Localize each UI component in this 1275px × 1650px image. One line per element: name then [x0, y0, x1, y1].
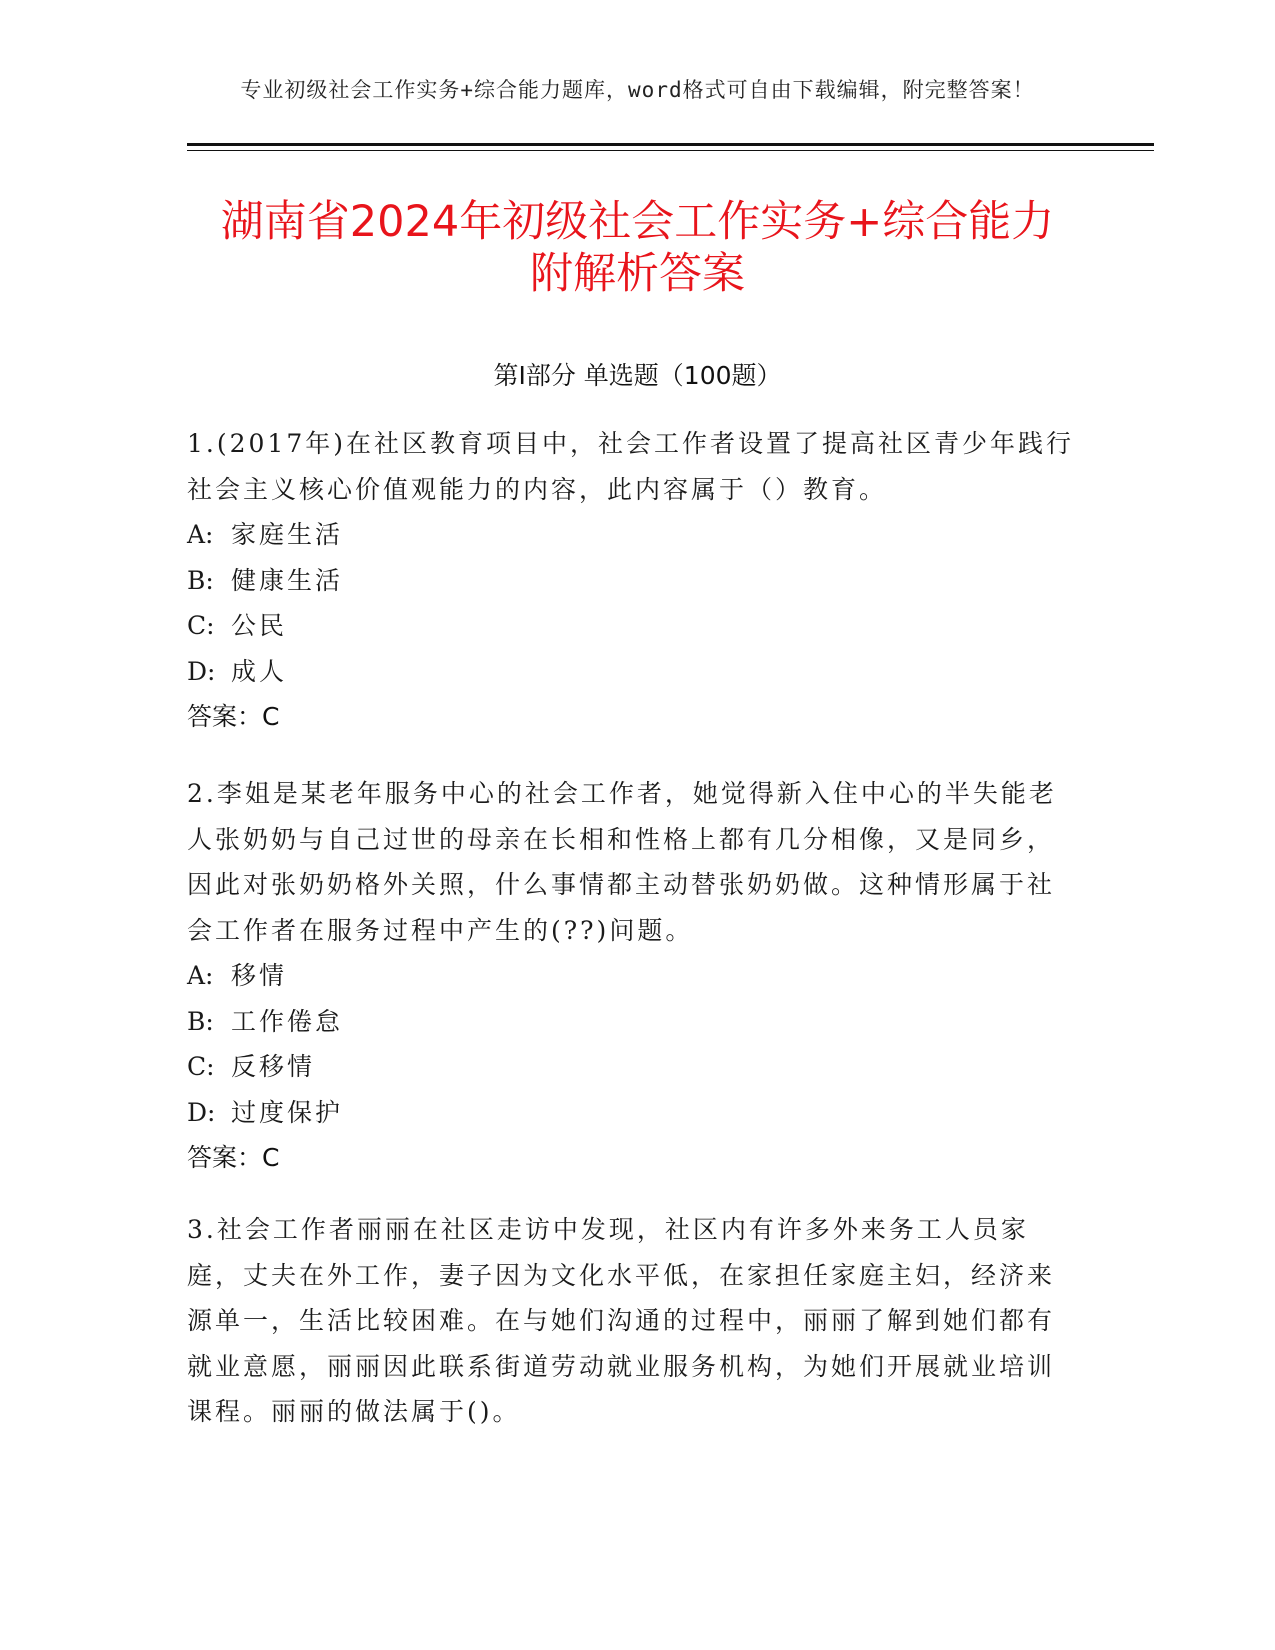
question-stem: 1.(2017年)在社区教育项目中，社会工作者设置了提高社区青少年践行社会主义核心价值观能力的内容，此内容属于（）教育。	[187, 429, 1074, 504]
option-key: C:	[187, 611, 215, 640]
option-b	[187, 558, 1077, 604]
option-key: A:	[187, 961, 214, 990]
option-a	[187, 512, 1077, 558]
header-note: 专业初级社会工作实务+综合能力题库，word格式可自由下载编辑，附完整答案！	[240, 78, 1035, 102]
option-key: A:	[187, 520, 214, 549]
document-title	[0, 196, 1275, 300]
option-c	[187, 1044, 1077, 1090]
option-key: B:	[187, 1006, 214, 1036]
header-rule-thin	[187, 150, 1154, 151]
section-title: 第Ⅰ部分 单选题（100题）	[493, 361, 782, 390]
title-line-1: 湖南省2024年初级社会工作实务+综合能力	[220, 197, 1055, 247]
option-b	[187, 999, 1077, 1045]
header-rule-thick	[187, 143, 1154, 146]
answer-line	[187, 1135, 1077, 1181]
question-3	[187, 1207, 1077, 1435]
option-key: C:	[187, 1052, 215, 1081]
option-d	[187, 1090, 1077, 1136]
option-key: D:	[187, 656, 216, 686]
title-line-2: 附解析答案	[530, 249, 745, 299]
option-key: D:	[187, 1097, 216, 1127]
answer-label: 答案：	[187, 1143, 263, 1172]
answer-value: C	[262, 1143, 280, 1172]
option-text: 成人	[231, 656, 288, 686]
answer-line	[187, 694, 1077, 740]
question-stem: 3.社会工作者丽丽在社区走访中发现，社区内有许多外来务工人员家庭，丈夫在外工作，妻子因为文化水平低，在家担任家庭主妇，经济来源单一，生活比较困难。在与她们沟通的过程中，丽丽了解到她们都有就业意愿，丽丽因此联系街道劳动就业服务机构，为她们开展就业培训课程。丽丽的做法属于()。	[187, 1215, 1056, 1426]
answer-value: C	[262, 702, 280, 731]
answer-label: 答案：	[187, 702, 263, 731]
option-text: 家庭生活	[231, 520, 344, 549]
option-key: B:	[187, 565, 214, 595]
option-a	[187, 953, 1077, 999]
option-d	[187, 649, 1077, 695]
option-text: 反移情	[231, 1052, 316, 1081]
question-2	[187, 771, 1077, 1181]
option-text: 移情	[231, 961, 288, 990]
question-stem: 2.李姐是某老年服务中心的社会工作者，她觉得新入住中心的半失能老人张奶奶与自己过世的母亲在长相和性格上都有几分相像，又是同乡，因此对张奶奶格外关照，什么事情都主动替张奶奶做。这种情形属于社会工作者在服务过程中产生的(??)问题。	[187, 779, 1057, 945]
option-text: 公民	[231, 611, 288, 640]
option-c	[187, 603, 1077, 649]
option-text: 健康生活	[231, 565, 344, 595]
question-1	[187, 421, 1077, 740]
option-text: 过度保护	[231, 1097, 344, 1127]
option-text: 工作倦怠	[231, 1006, 344, 1036]
